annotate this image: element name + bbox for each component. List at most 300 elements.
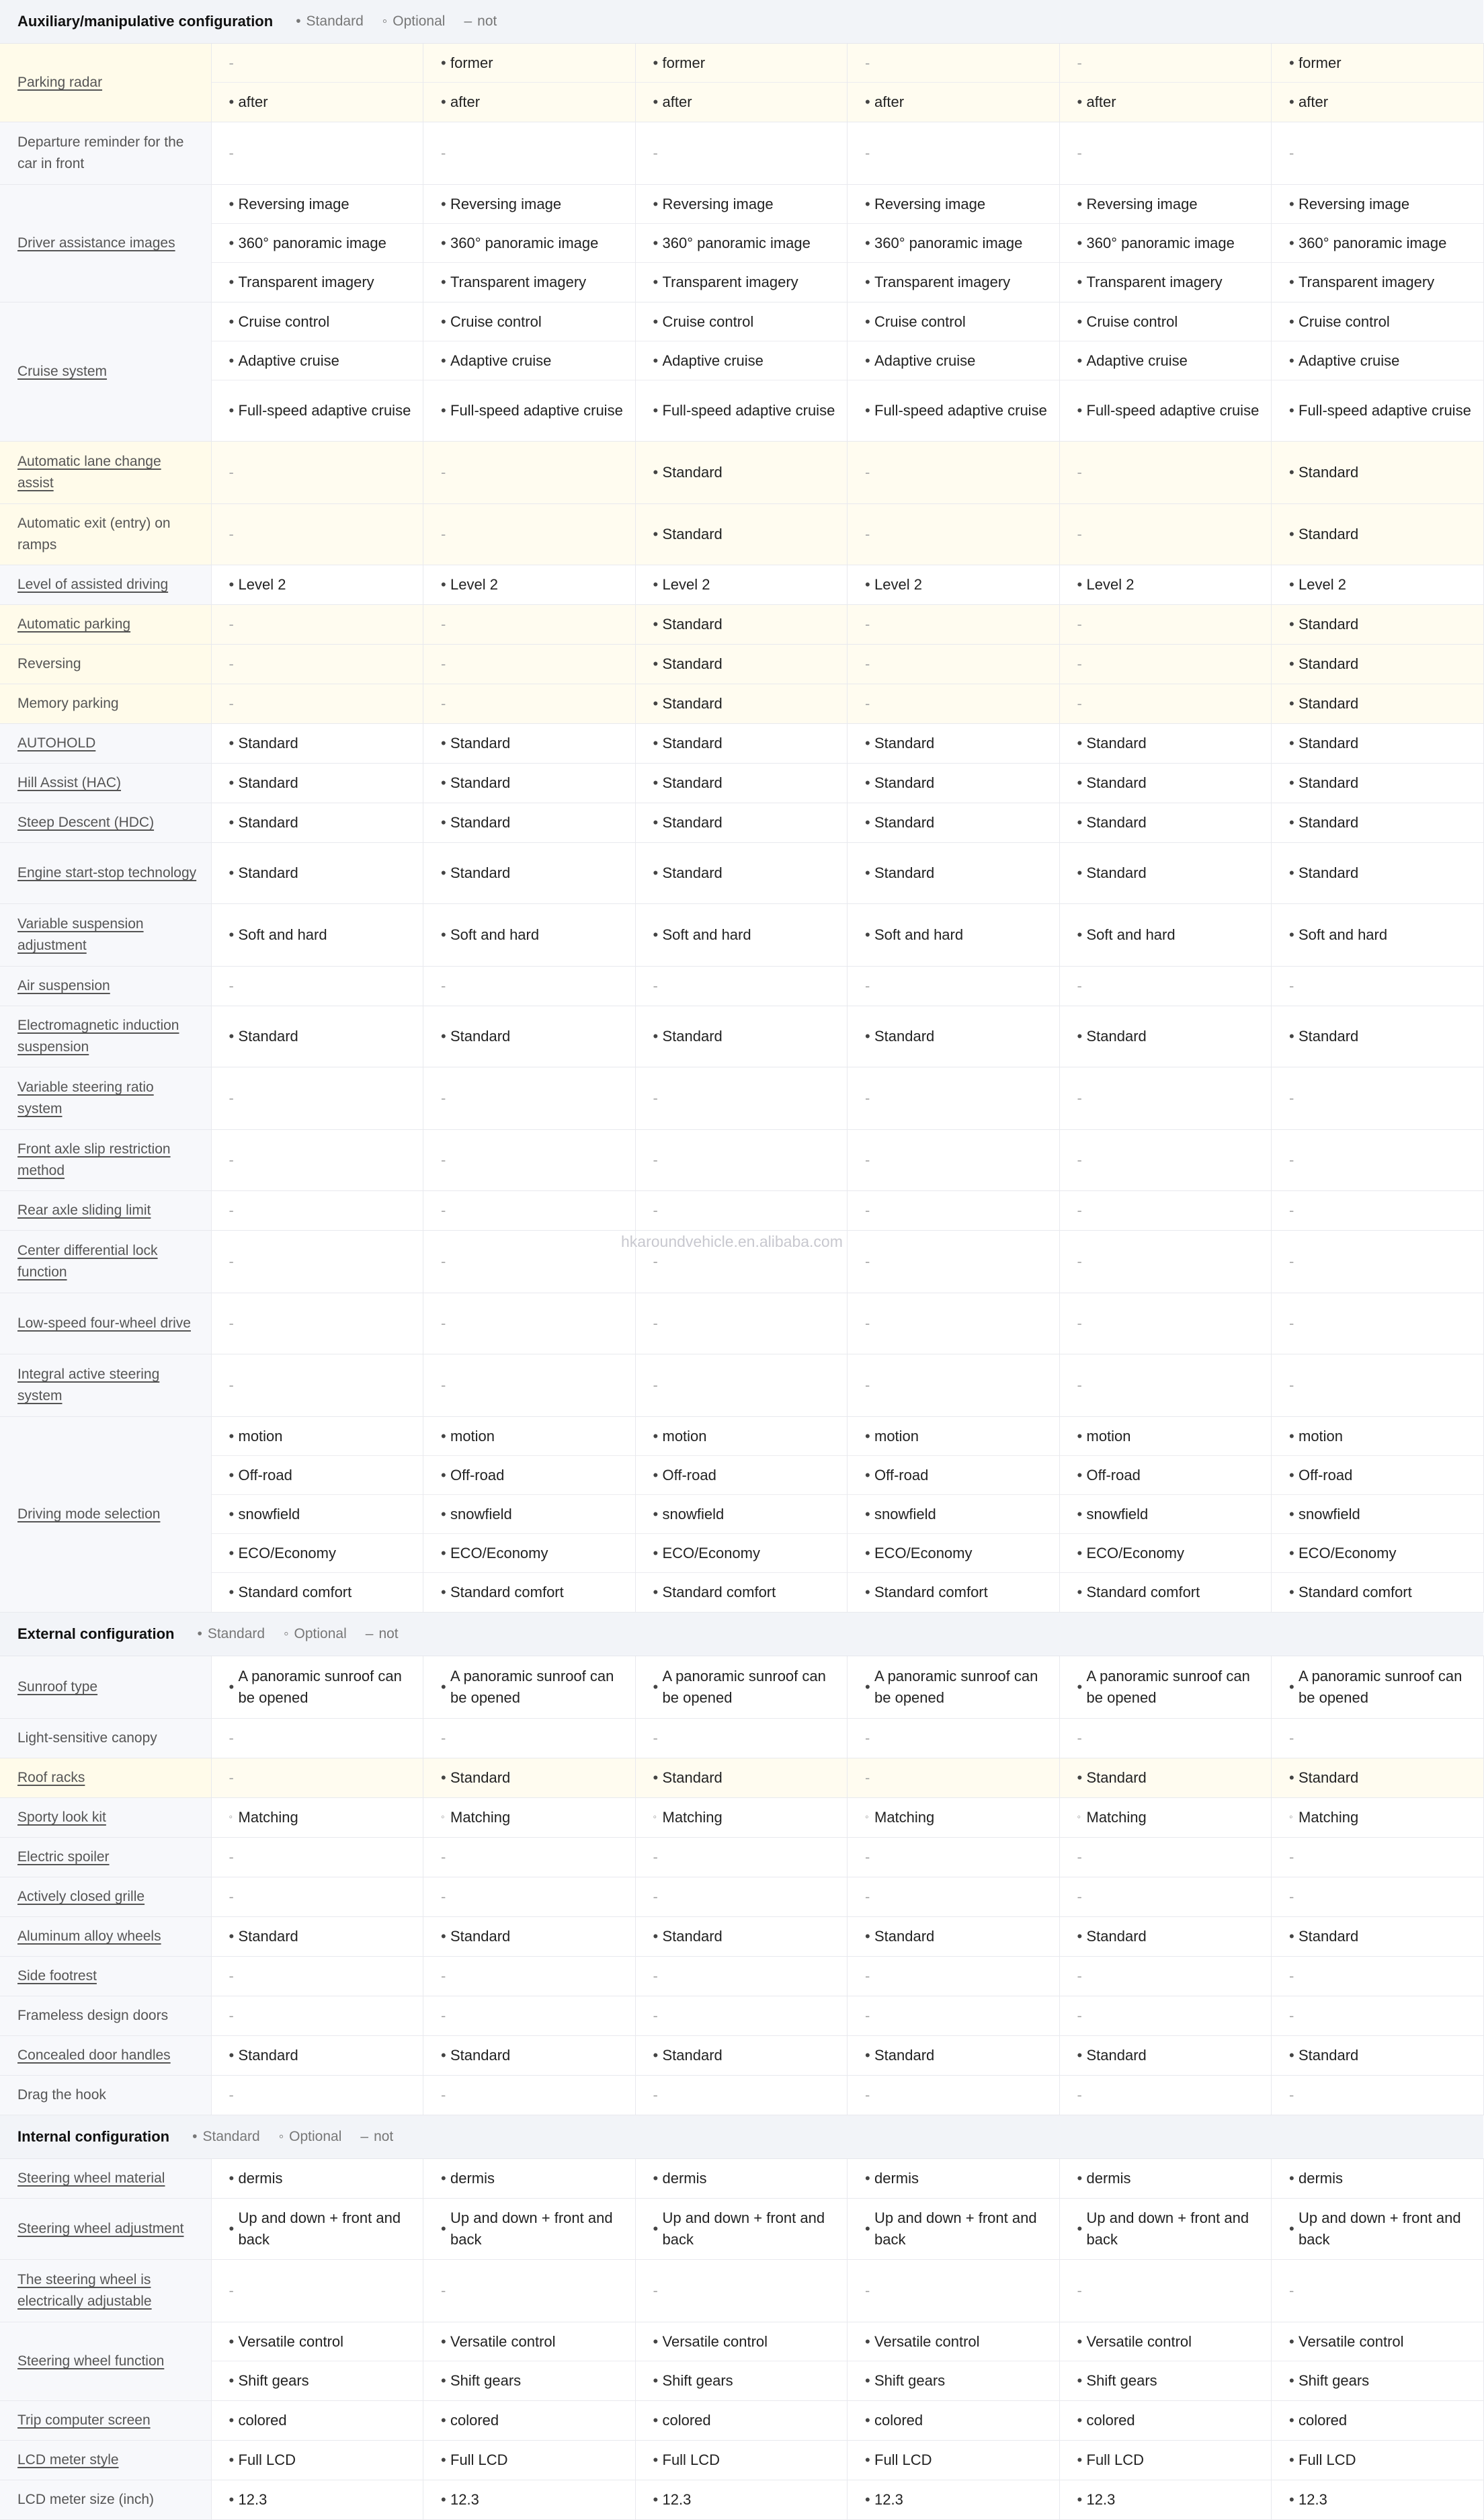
value-cell bbox=[423, 1656, 636, 1719]
value-text: - bbox=[441, 1377, 446, 1393]
value-text: Level 2 bbox=[1298, 576, 1346, 593]
row-label-link[interactable]: Sporty look kit bbox=[17, 1810, 106, 1825]
row-label-link[interactable]: Steering wheel function bbox=[17, 2353, 165, 2369]
legend-optional bbox=[279, 2126, 342, 2148]
standard-dot-icon: • bbox=[653, 2170, 659, 2187]
row-label-link[interactable]: Aluminum alloy wheels bbox=[17, 1928, 161, 1944]
value-line bbox=[212, 1996, 423, 2035]
value-line bbox=[848, 1719, 1059, 1758]
value-cell bbox=[1059, 2260, 1272, 2322]
standard-dot-icon: • bbox=[865, 864, 870, 881]
value-cell bbox=[423, 843, 636, 904]
standard-dot-icon: • bbox=[229, 926, 235, 943]
value-text: - bbox=[441, 1202, 446, 1219]
row-label-cell bbox=[0, 2401, 211, 2441]
value-line bbox=[423, 1719, 635, 1758]
value-line bbox=[848, 2159, 1059, 2198]
value-line bbox=[636, 302, 848, 341]
value-line bbox=[848, 2199, 1059, 2259]
value-line bbox=[1060, 1534, 1272, 1573]
row-label-cell bbox=[0, 684, 211, 724]
standard-dot-icon: • bbox=[1289, 814, 1294, 831]
value-line bbox=[212, 224, 423, 263]
value-cell bbox=[635, 764, 848, 803]
value-cell bbox=[423, 605, 636, 645]
value-text: Soft and hard bbox=[238, 926, 327, 943]
row-label-link[interactable]: Cruise system bbox=[17, 364, 108, 379]
standard-dot-icon: • bbox=[1289, 2372, 1294, 2389]
value-line bbox=[1060, 904, 1272, 966]
value-line bbox=[1272, 1957, 1483, 1996]
value-text: Versatile control bbox=[238, 2332, 344, 2350]
row-label-link[interactable]: Parking radar bbox=[17, 75, 103, 90]
value-cell bbox=[1272, 904, 1484, 967]
standard-dot-icon: • bbox=[1077, 1466, 1083, 1483]
value-text: Level 2 bbox=[662, 576, 710, 593]
value-cell bbox=[1059, 1917, 1272, 1957]
standard-dot-icon: • bbox=[1289, 93, 1294, 110]
standard-dot-icon: • bbox=[865, 576, 870, 593]
legend-optional-label: Optional bbox=[289, 2129, 342, 2144]
value-cell bbox=[635, 1130, 848, 1191]
value-text: - bbox=[1077, 1090, 1082, 1106]
row-label-link[interactable]: Driver assistance images bbox=[17, 235, 175, 251]
row-label-link[interactable]: Trip computer screen bbox=[17, 2412, 151, 2428]
value-text: Up and down + front and back bbox=[874, 2209, 1037, 2248]
value-text: Transparent imagery bbox=[1298, 274, 1435, 290]
value-text: Standard bbox=[662, 864, 723, 881]
standard-dot-icon: • bbox=[865, 93, 870, 110]
row-label-link[interactable]: AUTOHOLD bbox=[17, 735, 96, 751]
value-line bbox=[423, 2322, 635, 2361]
value-cell bbox=[423, 904, 636, 967]
value-line bbox=[1060, 1006, 1272, 1067]
value-text: - bbox=[441, 1315, 446, 1332]
value-cell bbox=[211, 1656, 423, 1719]
value-text: - bbox=[441, 1090, 446, 1106]
row-label-cell bbox=[0, 1996, 211, 2036]
value-text: after bbox=[238, 93, 268, 110]
standard-dot-icon: • bbox=[865, 1427, 870, 1445]
value-line bbox=[1272, 1231, 1483, 1293]
value-line bbox=[1272, 684, 1483, 723]
value-line bbox=[423, 1917, 635, 1956]
value-cell bbox=[211, 1354, 423, 1417]
value-line bbox=[423, 764, 635, 803]
value-text: Soft and hard bbox=[662, 926, 751, 943]
value-line bbox=[1060, 1573, 1272, 1612]
value-text: - bbox=[229, 464, 234, 481]
value-cell bbox=[635, 1293, 848, 1354]
row-label-cell bbox=[0, 1719, 211, 1758]
value-cell bbox=[635, 185, 848, 302]
standard-dot-icon: • bbox=[229, 774, 235, 791]
value-text: former bbox=[1298, 54, 1342, 71]
value-line bbox=[636, 2159, 848, 2198]
value-line bbox=[1272, 1719, 1483, 1758]
row-label-cell bbox=[0, 44, 211, 122]
row-label-cell bbox=[0, 302, 211, 442]
value-line bbox=[848, 1758, 1059, 1797]
value-cell bbox=[1272, 2159, 1484, 2199]
table-row bbox=[0, 1191, 1483, 1231]
value-cell bbox=[1272, 302, 1484, 442]
row-label-link[interactable]: Integral active steering system bbox=[17, 1367, 160, 1404]
value-text: Standard bbox=[662, 2047, 723, 2064]
standard-dot-icon: • bbox=[1077, 576, 1083, 593]
standard-dot-icon: • bbox=[441, 814, 446, 831]
legend-optional-icon: ◦ bbox=[278, 2129, 284, 2144]
row-label-link[interactable]: Actively closed grille bbox=[17, 1889, 145, 1904]
value-line bbox=[636, 764, 848, 803]
standard-dot-icon: • bbox=[1077, 926, 1083, 943]
standard-dot-icon: • bbox=[1077, 864, 1083, 881]
value-cell bbox=[635, 1838, 848, 1877]
value-text: after bbox=[1086, 93, 1116, 110]
value-text: Standard bbox=[662, 1928, 723, 1945]
standard-dot-icon: • bbox=[653, 774, 659, 791]
standard-dot-icon: • bbox=[1289, 1769, 1294, 1786]
value-cell bbox=[1059, 2322, 1272, 2401]
row-label-link[interactable]: Center differential lock function bbox=[17, 1243, 158, 1280]
value-line bbox=[212, 1006, 423, 1067]
value-cell bbox=[423, 764, 636, 803]
value-line bbox=[636, 1719, 848, 1758]
standard-dot-icon: • bbox=[229, 402, 235, 419]
section-header-bar bbox=[0, 1613, 1483, 1656]
value-text: snowfield bbox=[1086, 1505, 1149, 1522]
value-line bbox=[1272, 2199, 1483, 2259]
row-label: Memory parking bbox=[17, 696, 119, 711]
standard-dot-icon: • bbox=[653, 2491, 659, 2508]
standard-dot-icon: • bbox=[1077, 195, 1083, 212]
row-label-cell bbox=[0, 724, 211, 764]
value-text: - bbox=[1077, 655, 1082, 672]
value-line bbox=[1272, 565, 1483, 604]
value-line bbox=[1060, 684, 1272, 723]
value-cell bbox=[211, 1130, 423, 1191]
row-label-link[interactable]: Front axle slip restriction method bbox=[17, 1141, 171, 1178]
legend-not-label: not bbox=[378, 1626, 399, 1641]
value-line bbox=[212, 380, 423, 441]
value-line bbox=[848, 605, 1059, 644]
value-text: Off-road bbox=[1086, 1466, 1141, 1483]
table-row bbox=[0, 684, 1483, 724]
row-label-link[interactable]: Automatic parking bbox=[17, 616, 131, 632]
standard-dot-icon: • bbox=[441, 1769, 446, 1786]
value-text: - bbox=[653, 145, 658, 161]
row-label-cell bbox=[0, 504, 211, 565]
value-text: - bbox=[865, 2086, 870, 2103]
row-label-link[interactable]: Low-speed four-wheel drive bbox=[17, 1315, 191, 1331]
value-text: Cruise control bbox=[1086, 313, 1178, 330]
row-label-link[interactable]: Air suspension bbox=[17, 978, 110, 993]
row-label-link[interactable]: Steep Descent (HDC) bbox=[17, 815, 155, 830]
value-cell bbox=[848, 967, 1060, 1006]
value-line bbox=[1272, 1191, 1483, 1230]
value-text: Reversing image bbox=[1086, 195, 1198, 212]
value-line bbox=[848, 380, 1059, 441]
value-line bbox=[636, 2199, 848, 2259]
value-text: 12.3 bbox=[662, 2491, 692, 2508]
value-cell bbox=[848, 1798, 1060, 1838]
value-line bbox=[212, 1719, 423, 1758]
value-line bbox=[636, 1006, 848, 1067]
standard-dot-icon: • bbox=[865, 402, 870, 419]
legend-standard-label: Standard bbox=[207, 1626, 265, 1641]
value-cell bbox=[848, 1838, 1060, 1877]
value-line bbox=[1272, 2260, 1483, 2322]
value-line bbox=[1060, 224, 1272, 263]
value-cell bbox=[211, 1798, 423, 1838]
value-text: Up and down + front and back bbox=[1298, 2209, 1461, 2248]
value-cell bbox=[848, 2199, 1060, 2260]
value-text: 360° panoramic image bbox=[450, 234, 599, 251]
value-text: Shift gears bbox=[1086, 2372, 1157, 2389]
value-line bbox=[212, 44, 423, 83]
value-cell bbox=[423, 2036, 636, 2076]
value-text: Reversing image bbox=[450, 195, 562, 212]
value-cell bbox=[1272, 1838, 1484, 1877]
value-cell bbox=[848, 645, 1060, 684]
value-cell bbox=[848, 1191, 1060, 1231]
value-text: - bbox=[441, 2007, 446, 2024]
value-line bbox=[1272, 1006, 1483, 1067]
value-line bbox=[636, 1534, 848, 1573]
value-cell bbox=[848, 1067, 1060, 1130]
standard-dot-icon: • bbox=[229, 2220, 235, 2237]
standard-dot-icon: • bbox=[1077, 1028, 1083, 1045]
value-cell bbox=[1272, 442, 1484, 504]
value-text: 12.3 bbox=[450, 2491, 479, 2508]
value-line bbox=[1272, 1417, 1483, 1456]
row-label-link[interactable]: Rear axle sliding limit bbox=[17, 1203, 151, 1218]
row-label-cell bbox=[0, 442, 211, 504]
value-cell bbox=[211, 504, 423, 565]
table-row bbox=[0, 1656, 1483, 1719]
legend-not bbox=[366, 1623, 399, 1645]
value-line bbox=[423, 2480, 635, 2519]
standard-dot-icon: • bbox=[865, 1028, 870, 1045]
standard-dot-icon: • bbox=[441, 864, 446, 881]
value-text: dermis bbox=[874, 2170, 919, 2187]
value-cell bbox=[1272, 1006, 1484, 1067]
row-label-link[interactable]: Variable suspension adjustment bbox=[17, 916, 144, 953]
value-cell bbox=[848, 1719, 1060, 1758]
value-line bbox=[848, 341, 1059, 380]
table-row bbox=[0, 803, 1483, 843]
value-line bbox=[1272, 2322, 1483, 2361]
standard-dot-icon: • bbox=[1289, 234, 1294, 251]
value-text: Standard bbox=[662, 814, 723, 831]
standard-dot-icon: • bbox=[229, 2170, 235, 2187]
value-text: colored bbox=[662, 2412, 711, 2429]
value-cell bbox=[635, 2036, 848, 2076]
value-line bbox=[1272, 1293, 1483, 1354]
standard-dot-icon: • bbox=[1289, 2220, 1294, 2237]
value-cell bbox=[423, 1354, 636, 1417]
value-text: - bbox=[441, 616, 446, 633]
value-cell bbox=[1059, 185, 1272, 302]
value-text: - bbox=[1077, 977, 1082, 994]
row-label-link[interactable]: Electromagnetic induction suspension bbox=[17, 1018, 179, 1055]
value-cell bbox=[211, 302, 423, 442]
value-text: Shift gears bbox=[238, 2372, 309, 2389]
table-row bbox=[0, 1917, 1483, 1957]
value-cell bbox=[423, 1006, 636, 1067]
value-cell bbox=[1272, 1877, 1484, 1917]
value-cell bbox=[1272, 2480, 1484, 2520]
value-text: - bbox=[1289, 2007, 1294, 2024]
standard-dot-icon: • bbox=[653, 926, 659, 943]
value-line bbox=[423, 1293, 635, 1354]
value-line bbox=[212, 967, 423, 1006]
value-text: - bbox=[441, 1730, 446, 1746]
value-text: - bbox=[1077, 1202, 1082, 1219]
standard-dot-icon: • bbox=[1289, 352, 1294, 369]
value-line bbox=[636, 2480, 848, 2519]
standard-dot-icon: • bbox=[865, 2220, 870, 2237]
standard-dot-icon: • bbox=[441, 2332, 446, 2350]
row-label-link[interactable]: Level of assisted driving bbox=[17, 577, 169, 592]
value-cell bbox=[848, 2159, 1060, 2199]
value-line bbox=[1060, 764, 1272, 803]
row-label-link[interactable]: Steering wheel material bbox=[17, 2170, 165, 2186]
value-line bbox=[1272, 442, 1483, 503]
value-text: - bbox=[865, 1090, 870, 1106]
value-cell bbox=[211, 645, 423, 684]
value-line bbox=[212, 1656, 423, 1718]
row-label-link[interactable]: Electric spoiler bbox=[17, 1849, 110, 1865]
value-line bbox=[1060, 2361, 1272, 2400]
row-label-link[interactable]: Variable steering ratio system bbox=[17, 1080, 154, 1116]
value-line bbox=[1060, 2159, 1272, 2198]
value-text: snowfield bbox=[662, 1505, 725, 1522]
section-header bbox=[0, 1613, 1483, 1656]
value-text: Matching bbox=[1086, 1809, 1147, 1826]
standard-dot-icon: • bbox=[441, 93, 446, 110]
standard-dot-icon: • bbox=[229, 1584, 235, 1600]
value-text: - bbox=[1077, 1151, 1082, 1168]
value-line bbox=[1272, 2036, 1483, 2075]
standard-dot-icon: • bbox=[229, 1028, 235, 1045]
value-text: Standard bbox=[238, 864, 298, 881]
value-line bbox=[1060, 263, 1272, 302]
value-text: - bbox=[229, 655, 234, 672]
value-line bbox=[1060, 185, 1272, 224]
row-label-link[interactable]: Hill Assist (HAC) bbox=[17, 775, 122, 790]
row-label-cell bbox=[0, 2199, 211, 2260]
standard-dot-icon: • bbox=[441, 234, 446, 251]
standard-dot-icon: • bbox=[1289, 54, 1294, 71]
row-label-cell bbox=[0, 2076, 211, 2115]
value-text: Versatile control bbox=[874, 2332, 980, 2350]
legend-not-label: not bbox=[374, 2129, 394, 2144]
table-row bbox=[0, 1957, 1483, 1996]
value-line bbox=[636, 843, 848, 903]
standard-dot-icon: • bbox=[229, 814, 235, 831]
value-text: - bbox=[229, 1888, 234, 1905]
row-label-link[interactable]: LCD meter style bbox=[17, 2452, 119, 2468]
standard-dot-icon: • bbox=[441, 2491, 446, 2508]
row-label-link[interactable]: Automatic lane change assist bbox=[17, 454, 161, 491]
table-row bbox=[0, 1877, 1483, 1917]
row-label-link[interactable]: The steering wheel is electrically adjustable bbox=[17, 2272, 152, 2309]
value-cell bbox=[423, 565, 636, 605]
value-line bbox=[212, 645, 423, 684]
value-text: - bbox=[229, 1151, 234, 1168]
row-label-link[interactable]: Steering wheel adjustment bbox=[17, 2221, 184, 2236]
value-line bbox=[1060, 504, 1272, 565]
value-text: - bbox=[653, 1848, 658, 1865]
legend-optional-label: Optional bbox=[393, 13, 446, 29]
value-text: Standard bbox=[1086, 735, 1147, 751]
value-text: motion bbox=[450, 1427, 495, 1445]
table-row bbox=[0, 1293, 1483, 1354]
value-text: Standard bbox=[874, 774, 935, 791]
value-text: - bbox=[865, 977, 870, 994]
standard-dot-icon: • bbox=[1077, 1584, 1083, 1600]
value-line bbox=[636, 442, 848, 503]
standard-dot-icon: • bbox=[1289, 1466, 1294, 1483]
value-text: - bbox=[441, 1888, 446, 1905]
value-line bbox=[212, 2260, 423, 2322]
row-label-link[interactable]: Sunroof type bbox=[17, 1679, 98, 1695]
standard-dot-icon: • bbox=[229, 1678, 235, 1695]
legend-standard-icon: • bbox=[192, 2129, 198, 2144]
value-cell bbox=[1272, 1798, 1484, 1838]
value-line bbox=[212, 2199, 423, 2259]
value-line bbox=[1272, 2441, 1483, 2480]
row-label: Light-sensitive canopy bbox=[17, 1730, 157, 1746]
value-cell bbox=[848, 904, 1060, 967]
row-label-link[interactable]: Side footrest bbox=[17, 1968, 97, 1984]
value-cell bbox=[211, 565, 423, 605]
value-cell bbox=[1059, 2159, 1272, 2199]
standard-dot-icon: • bbox=[1289, 616, 1294, 633]
value-cell bbox=[848, 1231, 1060, 1293]
value-text: - bbox=[865, 1730, 870, 1746]
row-label-link[interactable]: Driving mode selection bbox=[17, 1506, 161, 1522]
value-cell bbox=[211, 1293, 423, 1354]
value-line bbox=[212, 263, 423, 302]
value-text: - bbox=[653, 1151, 658, 1168]
value-cell bbox=[423, 442, 636, 504]
value-line bbox=[1272, 1495, 1483, 1534]
value-cell bbox=[848, 1130, 1060, 1191]
standard-dot-icon: • bbox=[441, 2372, 446, 2389]
value-cell bbox=[1059, 803, 1272, 843]
value-cell bbox=[848, 724, 1060, 764]
value-cell bbox=[423, 122, 636, 185]
value-line bbox=[636, 1130, 848, 1190]
row-label-link[interactable]: Concealed door handles bbox=[17, 2047, 171, 2063]
value-line bbox=[1060, 2441, 1272, 2480]
value-cell bbox=[635, 645, 848, 684]
value-line bbox=[1272, 2361, 1483, 2400]
row-label-link[interactable]: Roof racks bbox=[17, 1770, 85, 1785]
value-cell bbox=[423, 1996, 636, 2036]
value-line bbox=[1060, 1495, 1272, 1534]
value-text: - bbox=[441, 655, 446, 672]
value-text: A panoramic sunroof can be opened bbox=[874, 1668, 1038, 1706]
row-label-link[interactable]: Engine start-stop technology bbox=[17, 865, 197, 881]
value-line bbox=[212, 2076, 423, 2115]
standard-dot-icon: • bbox=[865, 814, 870, 831]
standard-dot-icon: • bbox=[865, 2372, 870, 2389]
value-line bbox=[423, 83, 635, 122]
value-cell bbox=[211, 904, 423, 967]
